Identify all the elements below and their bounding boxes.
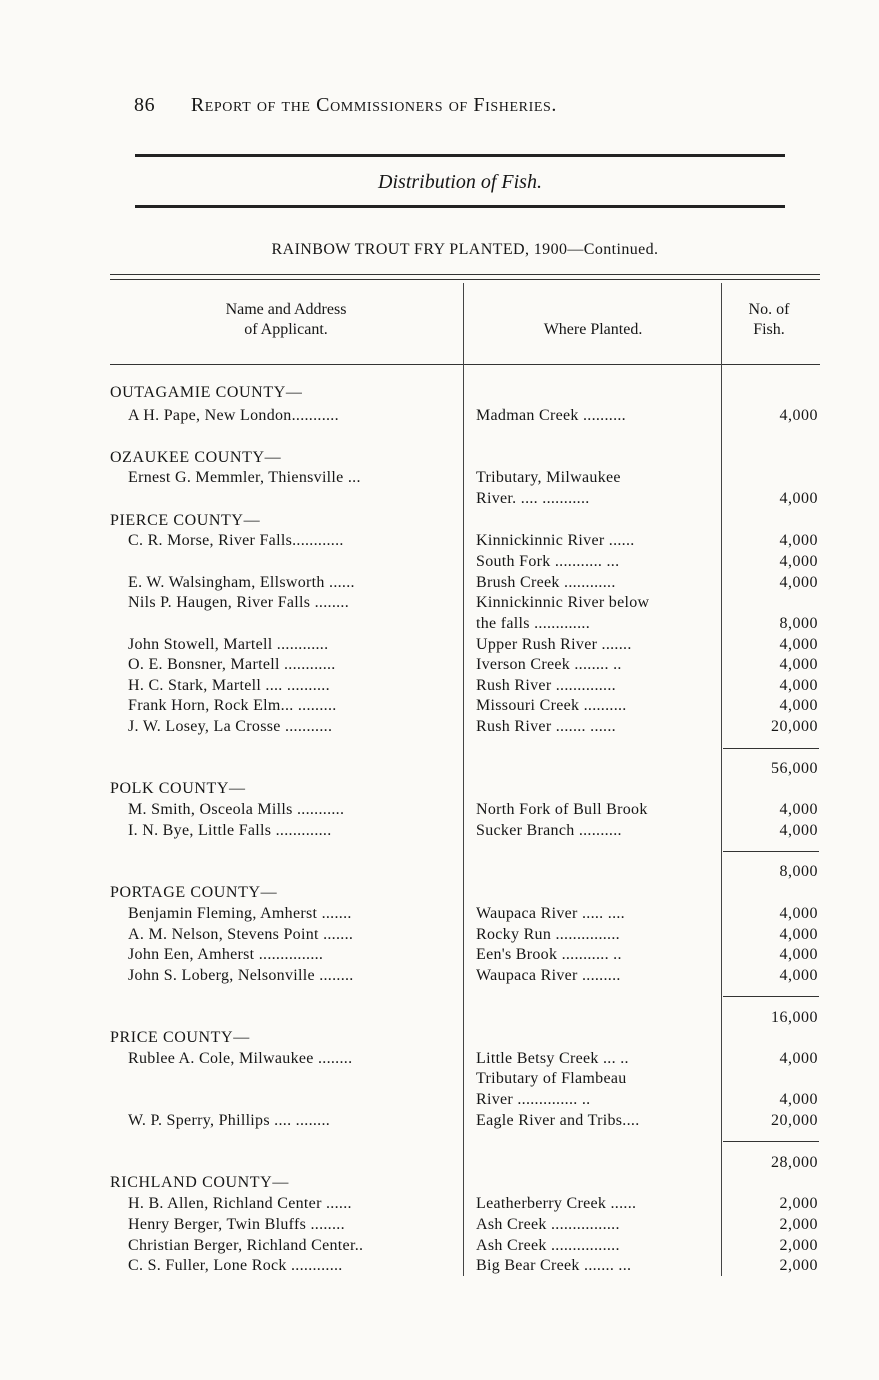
fish-count: 4,000 [779,677,818,694]
applicant-name: E. W. Walsingham, Ellsworth ...... [128,574,355,591]
applicant-name: Ernest G. Memmler, Thiensville ... [128,469,361,486]
applicant-name: A. M. Nelson, Stevens Point ....... [128,926,354,943]
planting-location: Rush River .............. [476,677,616,694]
fish-count: 20,000 [771,1112,818,1129]
fish-count: 4,000 [779,822,818,839]
section-title: Distribution of Fish. [378,171,542,193]
fish-count: 4,000 [779,801,818,818]
applicant-name: M. Smith, Osceola Mills ........... [128,801,345,818]
planting-location: South Fork ........... ... [476,553,620,570]
fish-count: 2,000 [779,1257,818,1274]
fish-count: 2,000 [779,1237,818,1254]
planting-location: the falls ............. [476,615,590,632]
planting-location: Waupaca River ......... [476,967,621,984]
column-header-number [724,300,814,340]
fish-count: 4,000 [779,905,818,922]
applicant-name: W. P. Sperry, Phillips .... ........ [128,1112,331,1129]
planting-location: Waupaca River ..... .... [476,905,625,922]
fish-count: 20,000 [771,718,818,735]
subtotal-rule [723,996,819,997]
county-heading: POLK COUNTY— [110,780,246,797]
page-number: 86 [134,94,156,116]
planting-location: Een's Brook ........... .. [476,946,622,963]
applicant-name: Christian Berger, Richland Center.. [128,1237,364,1254]
column-header-number-line2: Fish. [753,321,785,338]
table-top-rule-1 [110,274,820,275]
county-total: 8,000 [779,863,818,880]
applicant-name: Benjamin Fleming, Amherst ....... [128,905,352,922]
column-header-number-line1: No. of [748,301,790,318]
planting-location: Missouri Creek .......... [476,697,627,714]
fish-count: 4,000 [779,697,818,714]
fish-count: 4,000 [779,967,818,984]
header-rule-bottom [135,205,785,208]
planting-location: River .............. .. [476,1091,591,1108]
fish-count: 2,000 [779,1216,818,1233]
fish-count: 4,000 [779,1091,818,1108]
header-bottom-rule [110,364,820,365]
county-heading: OUTAGAMIE COUNTY— [110,384,303,401]
table-title: RAINBOW TROUT FRY PLANTED, 1900—Continued. [271,241,659,258]
applicant-name: A H. Pape, New London........... [128,407,339,424]
planting-location: River. .... ........... [476,490,590,507]
planting-location: Big Bear Creek ....... ... [476,1257,632,1274]
column-header-applicant-line2: of Applicant. [244,321,328,338]
applicant-name: H. B. Allen, Richland Center ...... [128,1195,352,1212]
column-divider-2 [721,283,722,1276]
county-heading: PORTAGE COUNTY— [110,884,278,901]
applicant-name: I. N. Bye, Little Falls ............. [128,822,332,839]
applicant-name: Frank Horn, Rock Elm... ......... [128,697,337,714]
planting-location: Upper Rush River ....... [476,636,632,653]
fish-count: 4,000 [779,656,818,673]
fish-count: 4,000 [779,926,818,943]
county-total: 56,000 [771,760,818,777]
fish-count: 4,000 [779,407,818,424]
running-title: Report of the Commissioners of Fisheries. [190,94,557,116]
planting-location: Tributary of Flambeau [476,1070,627,1087]
fish-count: 4,000 [779,574,818,591]
subtotal-rule [723,748,819,749]
county-heading: RICHLAND COUNTY— [110,1174,289,1191]
subtotal-rule [723,1141,819,1142]
applicant-name: Rublee A. Cole, Milwaukee ........ [128,1050,353,1067]
planting-location: Sucker Branch .......... [476,822,622,839]
applicant-name: John S. Loberg, Nelsonville ........ [128,967,354,984]
planting-location: Ash Creek ................ [476,1237,620,1254]
applicant-name: O. E. Bonsner, Martell ............ [128,656,336,673]
table-top-rule-2 [110,279,820,280]
planting-location: Rocky Run ............... [476,926,620,943]
fish-count: 4,000 [779,946,818,963]
county-total: 16,000 [771,1009,818,1026]
fish-count: 4,000 [779,553,818,570]
column-header-where: Where Planted. [543,321,643,338]
running-head [134,94,744,117]
planting-location: Madman Creek .......... [476,407,626,424]
planting-location: Iverson Creek ........ .. [476,656,622,673]
applicant-name: Nils P. Haugen, River Falls ........ [128,594,350,611]
column-divider-1 [463,283,464,1276]
applicant-name: C. R. Morse, River Falls............ [128,532,344,549]
column-header-applicant-line1: Name and Address [225,301,347,318]
applicant-name: John Stowell, Martell ............ [128,636,329,653]
applicant-name: J. W. Losey, La Crosse ........... [128,718,333,735]
fish-count: 2,000 [779,1195,818,1212]
fish-count: 4,000 [779,636,818,653]
applicant-name: John Een, Amherst ............... [128,946,324,963]
planting-location: Brush Creek ............ [476,574,616,591]
fish-count: 4,000 [779,532,818,549]
fish-count: 4,000 [779,490,818,507]
county-total: 28,000 [771,1154,818,1171]
planting-location: North Fork of Bull Brook [476,801,648,818]
planting-location: Rush River ....... ...... [476,718,616,735]
header-rule-top [135,154,785,157]
planting-location: Eagle River and Tribs.... [476,1112,640,1129]
planting-location: Tributary, Milwaukee [476,469,621,486]
planting-location: Ash Creek ................ [476,1216,620,1233]
fish-count: 8,000 [779,615,818,632]
applicant-name: Henry Berger, Twin Bluffs ........ [128,1216,345,1233]
fish-count: 4,000 [779,1050,818,1067]
planting-location: Kinnickinnic River ...... [476,532,635,549]
planting-location: Kinnickinnic River below [476,594,650,611]
column-header-applicant [110,300,462,340]
applicant-name: C. S. Fuller, Lone Rock ............ [128,1257,343,1274]
applicant-name: H. C. Stark, Martell .... .......... [128,677,330,694]
subtotal-rule [723,851,819,852]
county-heading: PRICE COUNTY— [110,1029,250,1046]
planting-location: Little Betsy Creek ... .. [476,1050,629,1067]
county-heading: OZAUKEE COUNTY— [110,449,282,466]
planting-location: Leatherberry Creek ...... [476,1195,637,1212]
county-heading: PIERCE COUNTY— [110,512,261,529]
